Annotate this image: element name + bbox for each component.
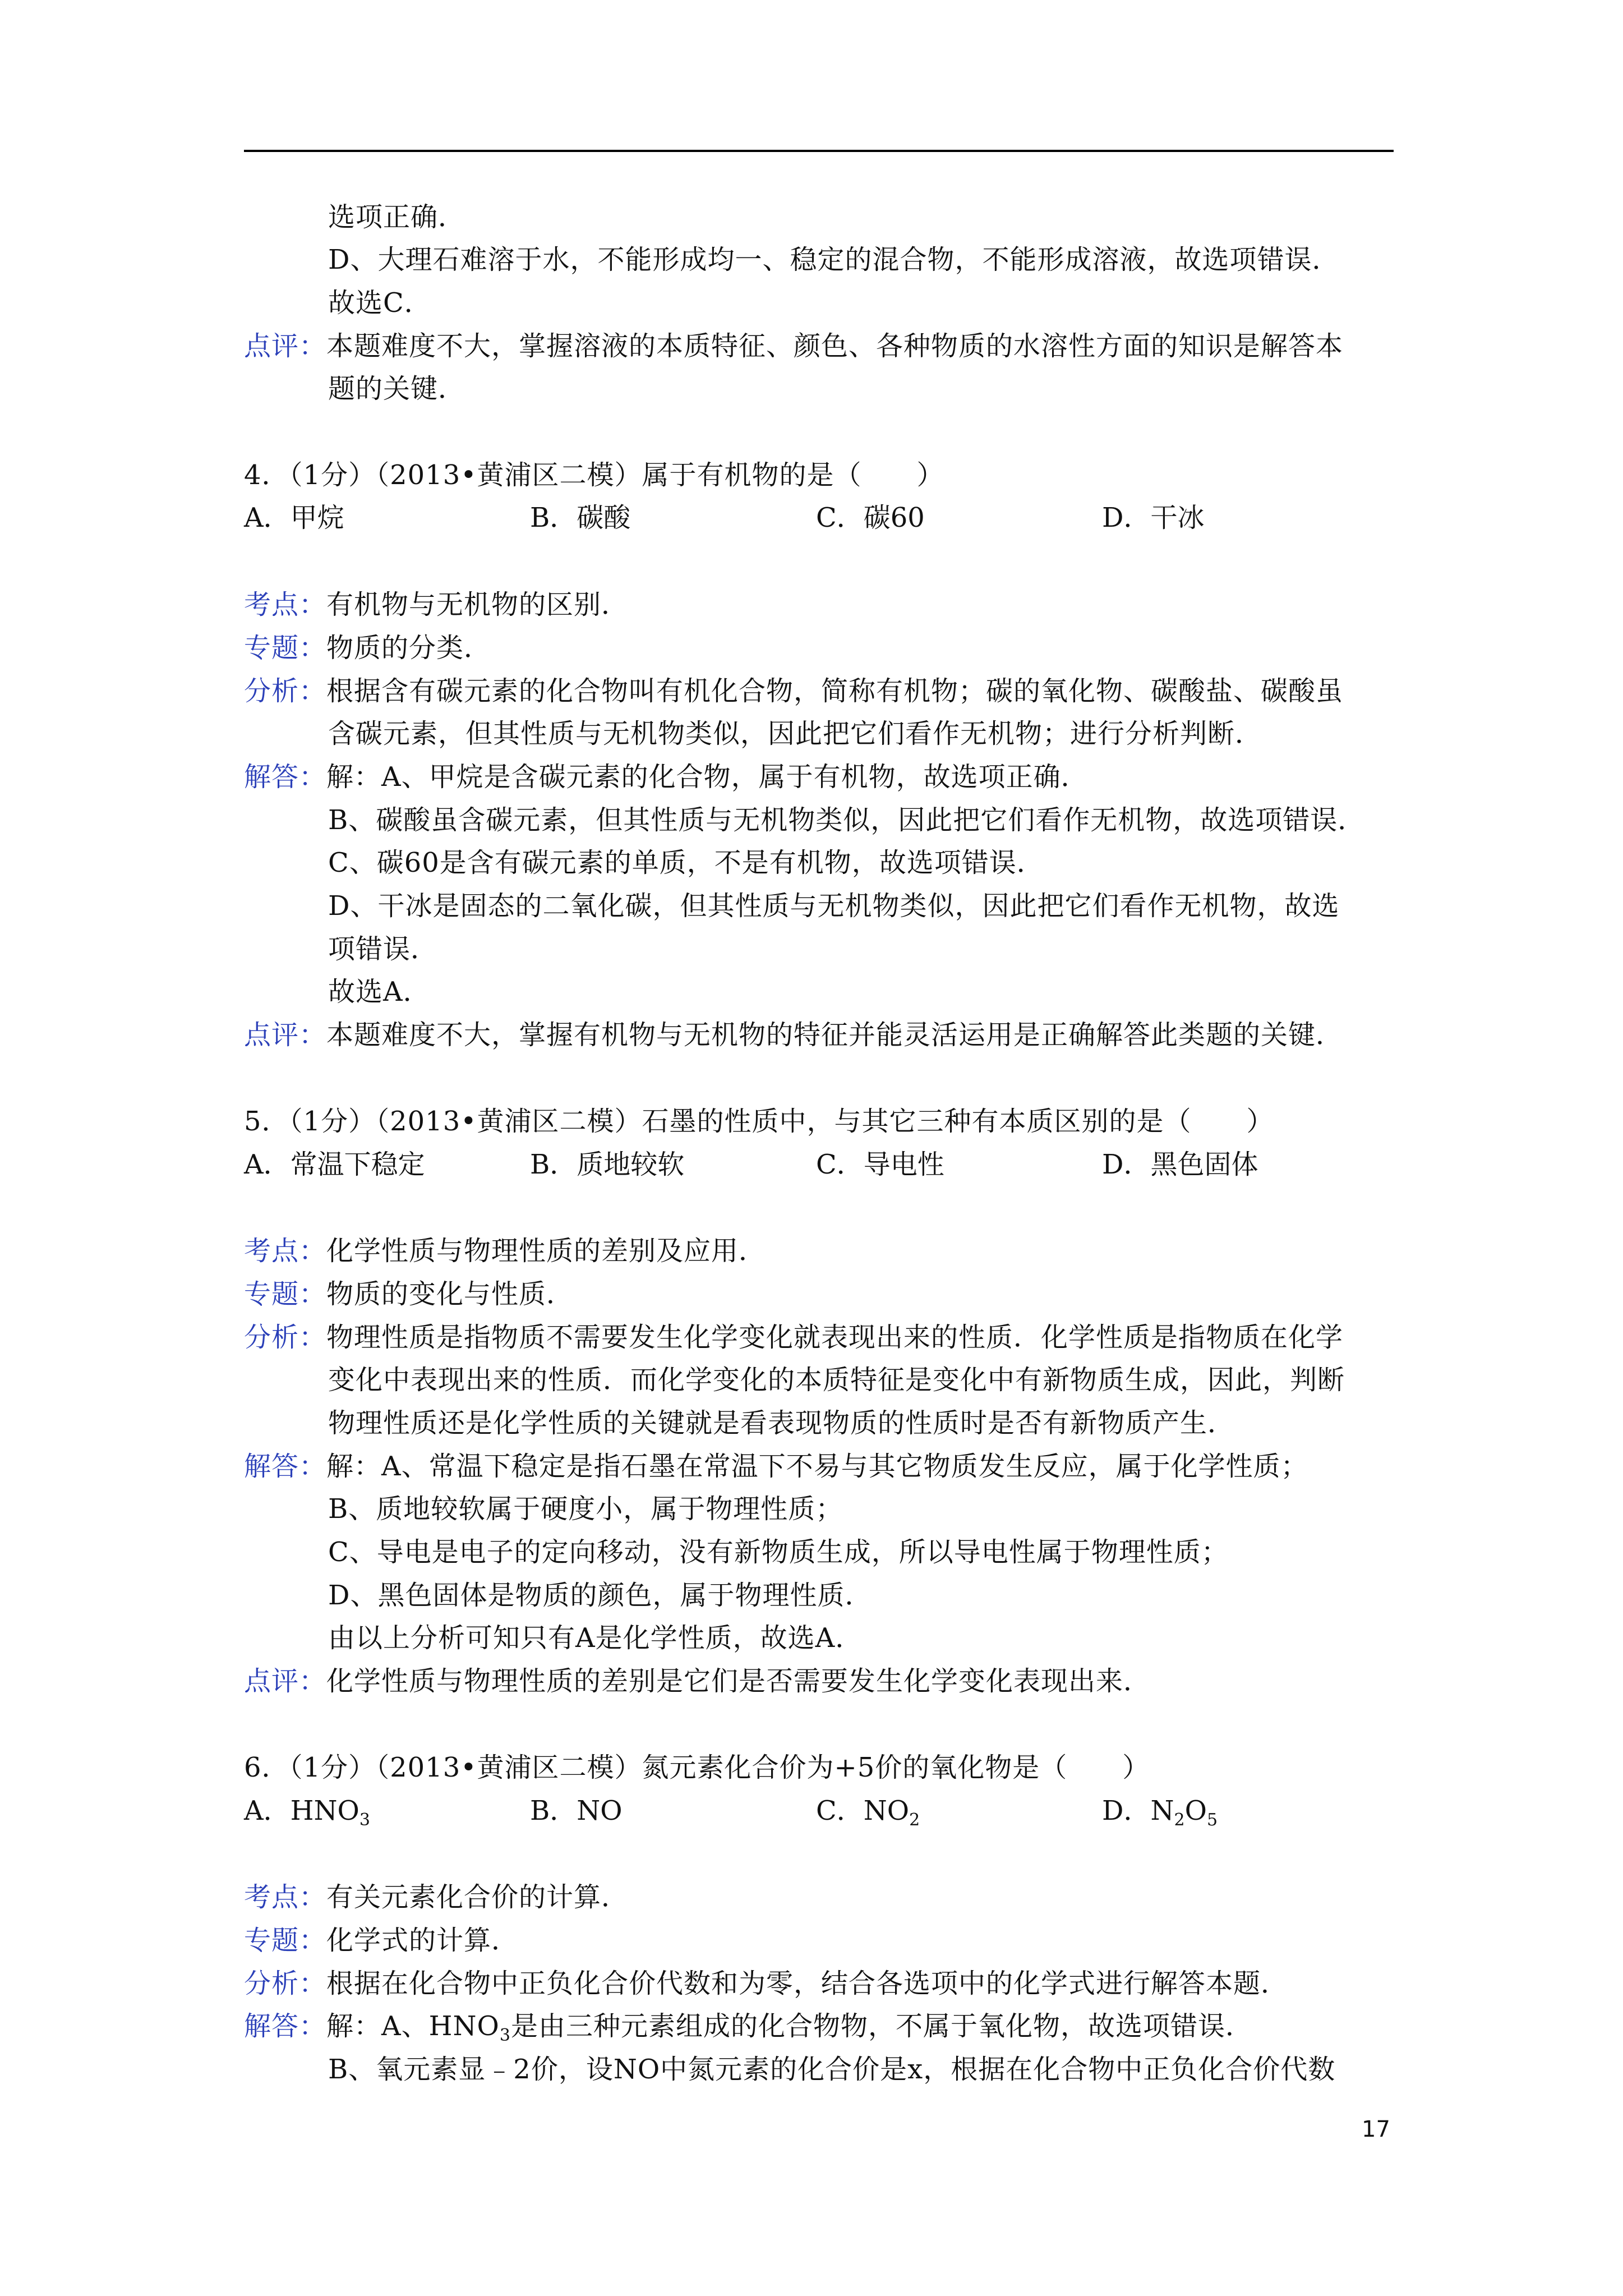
q4-fenxi-2: 含碳元素，但其性质与无机物类似，因此把它们看作无机物；进行分析判断． — [328, 718, 1263, 749]
q6-jieda: 解答：解：A、$HNO_3$是由三种元素组成的化合物物，不属于氧化物，故选项错误． — [244, 2010, 1253, 2045]
q4-jieda-2: B、碳酸虽含碳元素，但其性质与无机物类似，因此把它们看作无机物，故选项错误． — [328, 804, 1366, 836]
q3-line-2: D、大理石难溶于水，不能形成均一、稳定的混合物，不能形成溶液，故选项错误． — [328, 244, 1340, 275]
q5-option-b: B．质地较软 — [530, 1149, 685, 1180]
q5-stem: 5．（1分）（2013•黄浦区二模）石墨的性质中，与其它三种有本质区别的是（ ） — [244, 1106, 1274, 1137]
q5-option-c: C．导电性 — [816, 1149, 944, 1180]
q6-zhuanti: 专题：化学式的计算． — [244, 1925, 519, 1956]
q6-stem: 6．（1分）（2013•黄浦区二模）氮元素化合价为+5价的氧化物是（ ） — [244, 1752, 1150, 1783]
q4-jieda: 解答：解：A、甲烷是含碳元素的化合物，属于有机物，故选项正确． — [244, 761, 1089, 793]
q4-jieda-4: D、干冰是固态的二氧化碳，但其性质与无机物类似，因此把它们看作无机物，故选 — [328, 890, 1340, 922]
q4-stem: 4．（1分）（2013•黄浦区二模）属于有机物的是（ ） — [244, 459, 944, 491]
q5-jieda-5: 由以上分析可知只有A是化学性质，故选A． — [328, 1622, 863, 1654]
q5-fenxi-3: 物理性质还是化学性质的关键就是看表现物质的性质时是否有新物质产生． — [328, 1407, 1235, 1439]
q5-jieda-3: C、导电是电子的定向移动，没有新物质生成，所以导电性属于物理性质； — [328, 1536, 1229, 1568]
q6-kaodian: 考点：有关元素化合价的计算． — [244, 1881, 629, 1913]
q4-option-a: A．甲烷 — [244, 502, 344, 533]
q5-zhuanti: 专题：物质的变化与性质． — [244, 1278, 574, 1310]
q3-line-3: 故选C． — [328, 287, 432, 319]
q6-fenxi: 分析：根据在化合物中正负化合价代数和为零，结合各选项中的化学式进行解答本题． — [244, 1968, 1289, 1999]
q4-zhuanti: 专题：物质的分类． — [244, 632, 492, 664]
q5-kaodian: 考点：化学性质与物理性质的差别及应用． — [244, 1235, 767, 1267]
q6-jieda-2: B、氧元素显﹣2价，设NO中氮元素的化合价是x，根据在化合物中正负化合价代数 — [328, 2054, 1336, 2085]
q6-option-b: B．NO — [530, 1795, 623, 1826]
q4-jieda-6: 故选A． — [328, 976, 431, 1007]
q3-comment-2: 题的关键． — [328, 373, 466, 404]
q6-option-a: A．$HNO_3$ — [244, 1795, 370, 1830]
q5-jieda-4: D、黑色固体是物质的颜色，属于物理性质． — [328, 1580, 873, 1611]
q6-option-c: C．$NO_2$ — [816, 1795, 920, 1830]
q5-dianping: 点评：化学性质与物理性质的差别是它们是否需要发生化学变化表现出来． — [244, 1665, 1151, 1697]
q3-line-1: 选项正确． — [328, 201, 466, 233]
q4-jieda-5: 项错误． — [328, 933, 439, 965]
header-rule — [244, 150, 1394, 152]
q5-option-d: D．黑色固体 — [1102, 1149, 1258, 1180]
comment-label: 点评： — [244, 330, 327, 362]
q4-option-b: B．碳酸 — [530, 502, 631, 533]
q5-fenxi: 分析：物理性质是指物质不需要发生化学变化就表现出来的性质．化学性质是指物质在化学 — [244, 1322, 1344, 1353]
q5-fenxi-2: 变化中表现出来的性质．而化学变化的本质特征是变化中有新物质生成，因此，判断 — [328, 1364, 1345, 1396]
q3-comment: 点评：本题难度不大，掌握溶液的本质特征、颜色、各种物质的水溶性方面的知识是解答本 — [244, 330, 1344, 362]
q4-option-c: C．碳60 — [816, 502, 925, 533]
q4-fenxi: 分析：根据含有碳元素的化合物叫有机化合物，简称有机物；碳的氧化物、碳酸盐、碳酸虽 — [244, 675, 1344, 707]
q4-kaodian: 考点：有机物与无机物的区别． — [244, 589, 629, 620]
q5-option-a: A．常温下稳定 — [244, 1149, 425, 1180]
q4-jieda-3: C、碳60是含有碳元素的单质，不是有机物，故选项错误． — [328, 847, 1044, 878]
q4-dianping: 点评：本题难度不大，掌握有机物与无机物的特征并能灵活运用是正确解答此类题的关键． — [244, 1019, 1344, 1051]
q5-jieda: 解答：解：A、常温下稳定是指石墨在常温下不易与其它物质发生反应，属于化学性质； — [244, 1451, 1308, 1482]
page-number: 17 — [1362, 2116, 1390, 2142]
q6-option-d: D．$N_2O_5$ — [1102, 1795, 1218, 1830]
q5-jieda-2: B、质地较软属于硬度小，属于物理性质； — [328, 1493, 843, 1525]
q4-option-d: D．干冰 — [1102, 502, 1205, 533]
